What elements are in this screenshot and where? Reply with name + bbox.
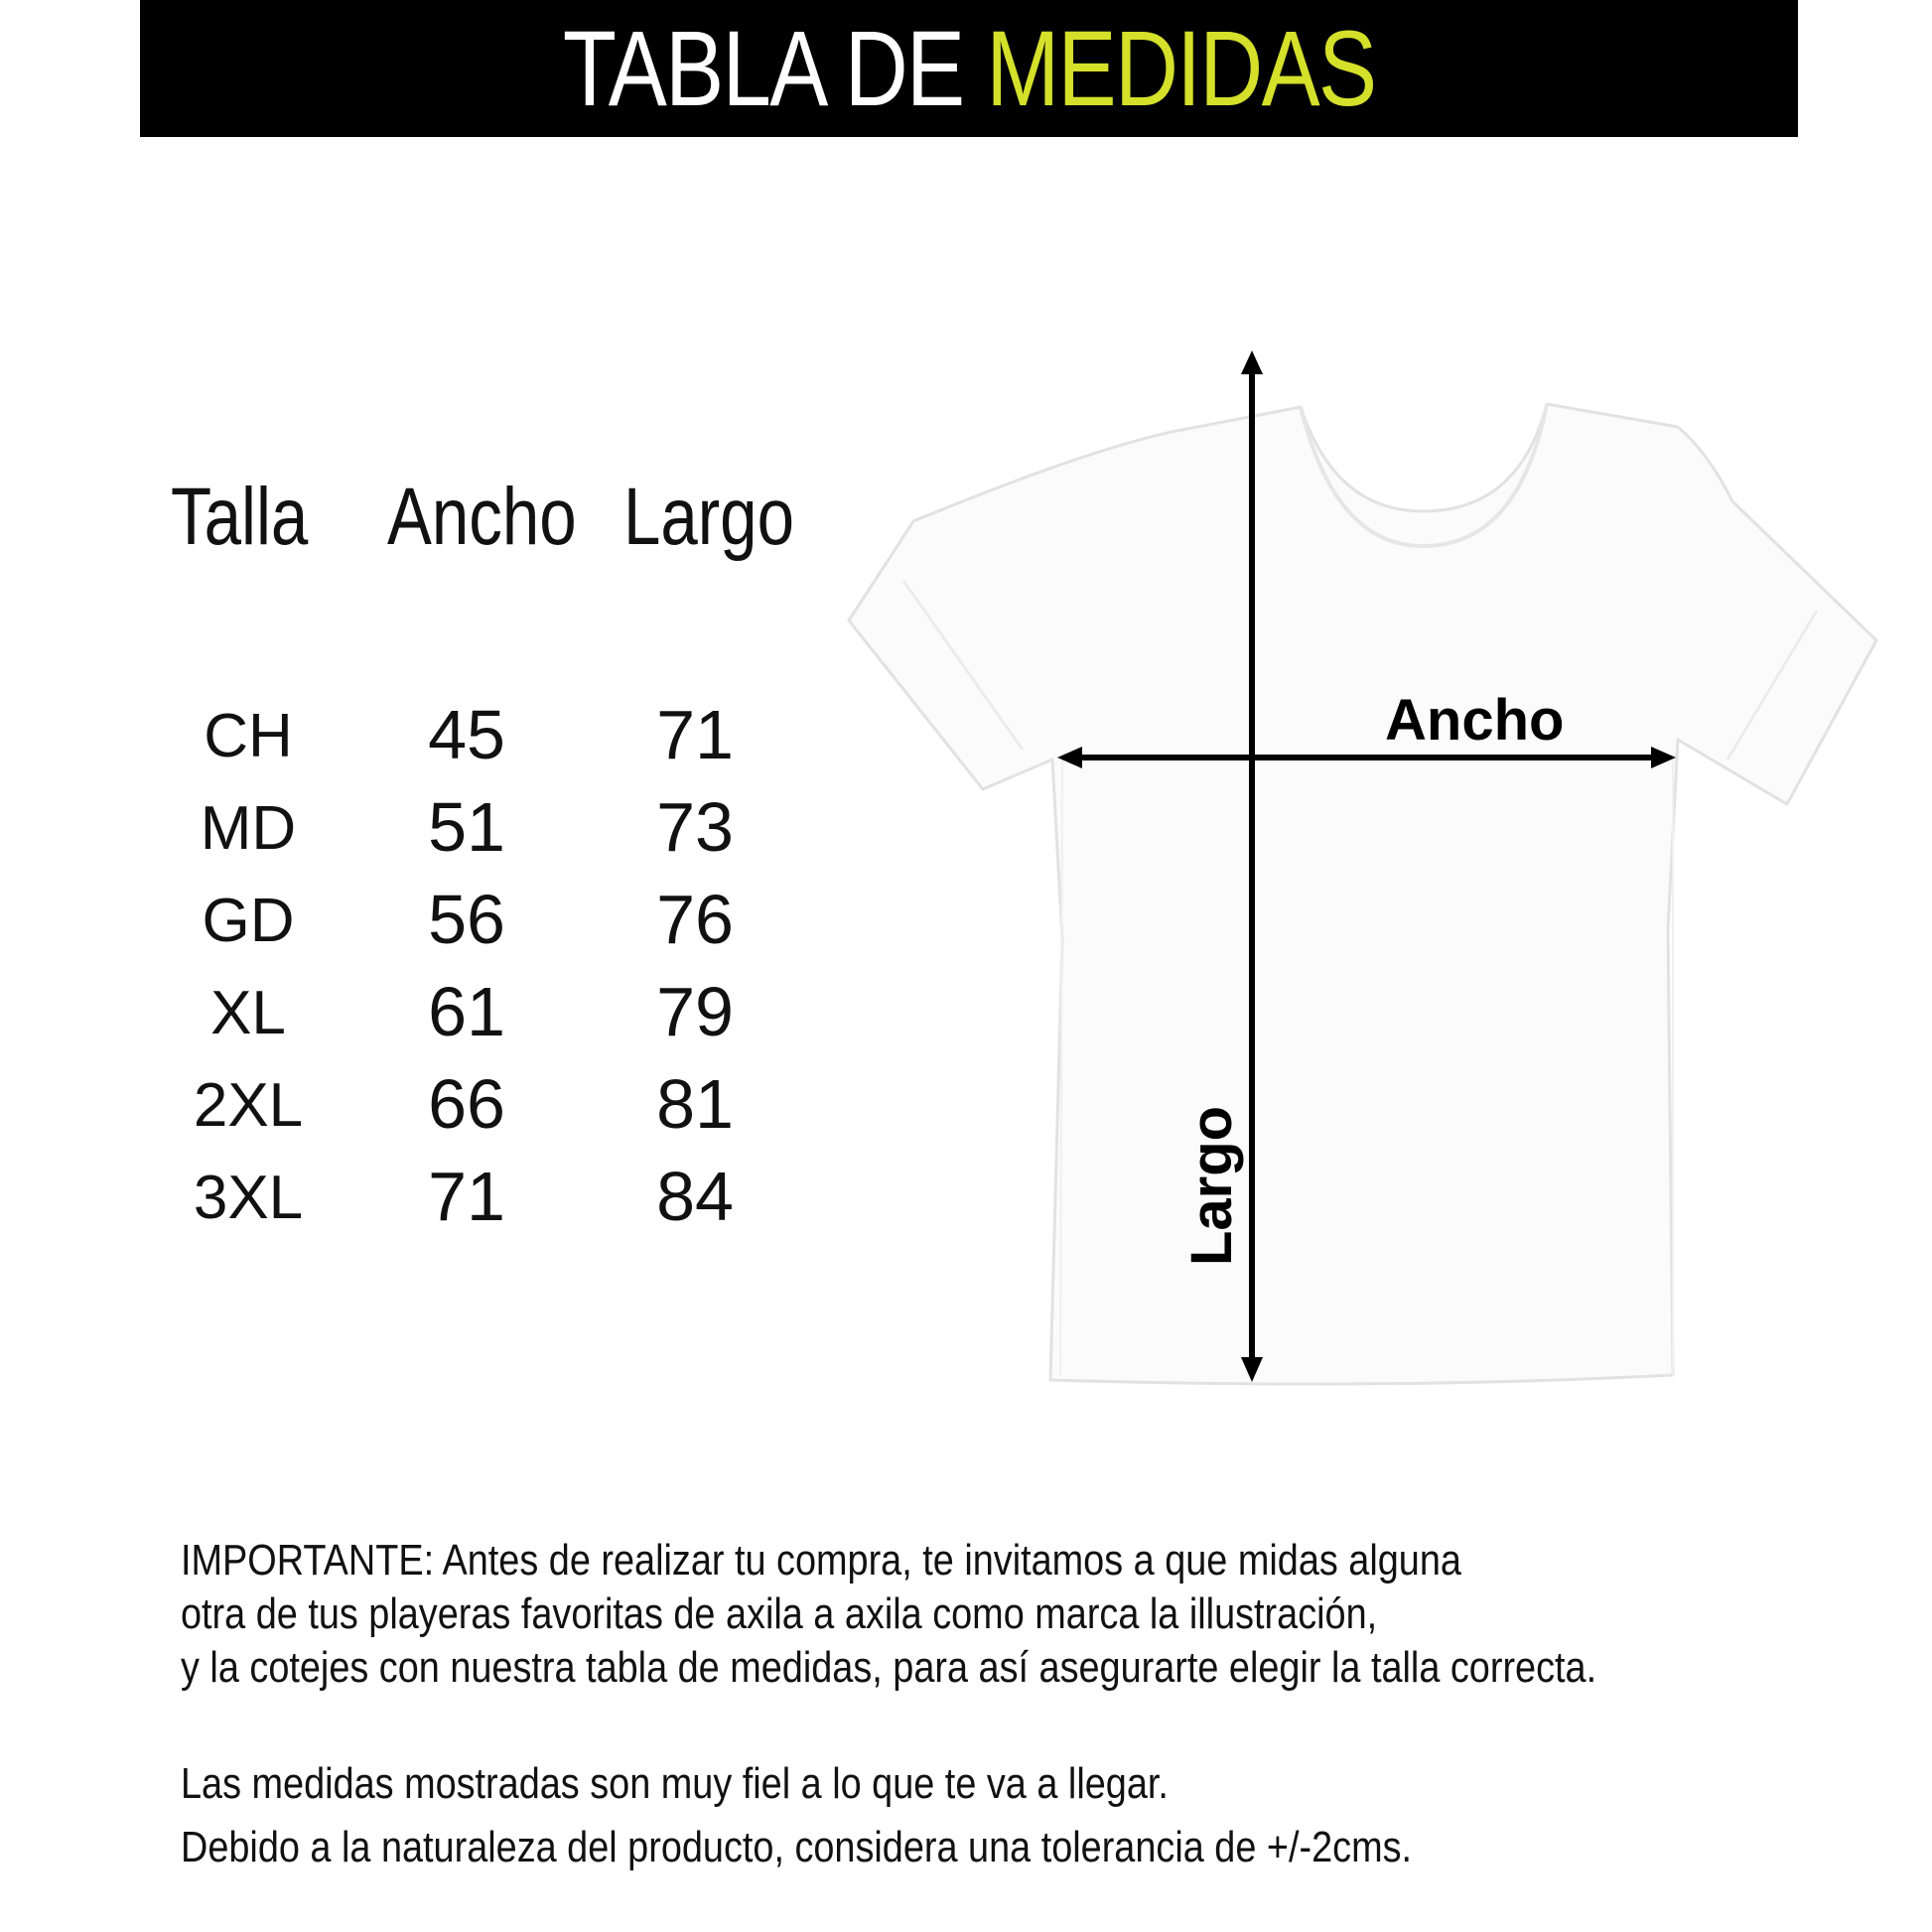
largo-label: Largo — [1179, 1105, 1244, 1266]
cell-ancho: 61 — [428, 973, 505, 1050]
ancho-label: Ancho — [1385, 688, 1565, 753]
cell-largo: 76 — [656, 881, 734, 958]
cell-talla: 3XL — [193, 1164, 304, 1232]
header-talla: Talla — [171, 472, 309, 562]
cell-talla: 2XL — [193, 1071, 304, 1140]
cell-talla: MD — [200, 794, 297, 863]
cell-largo: 71 — [656, 696, 734, 773]
cell-largo: 81 — [656, 1065, 734, 1143]
title-banner — [140, 0, 1798, 137]
header-largo: Largo — [623, 472, 794, 562]
page-title-white: TABLA DE — [562, 8, 987, 128]
disclaimer-line: Las medidas mostradas son muy fiel a lo que te va a llegar. — [181, 1759, 1169, 1808]
tshirt-illustration — [834, 343, 1886, 1435]
cell-talla: CH — [204, 702, 293, 770]
cell-largo: 79 — [656, 973, 734, 1050]
page-title — [562, 8, 1376, 128]
important-line: otra de tus playeras favoritas de axila a axila como marca la illustración, — [181, 1589, 1378, 1638]
cell-ancho: 51 — [428, 788, 505, 866]
disclaimer-line: Debido a la naturaleza del producto, considera una tolerancia de +/-2cms. — [181, 1823, 1413, 1871]
important-line: IMPORTANTE: Antes de realizar tu compra, te invitamos a que midas alguna — [181, 1536, 1461, 1585]
header-ancho: Ancho — [387, 472, 577, 562]
tshirt-icon — [849, 404, 1876, 1384]
important-note — [181, 1534, 1596, 1695]
disclaimer-note — [181, 1757, 1412, 1874]
cell-talla: XL — [210, 979, 286, 1047]
cell-ancho: 71 — [428, 1158, 505, 1235]
cell-largo: 73 — [656, 788, 734, 866]
cell-ancho: 56 — [428, 881, 505, 958]
cell-talla: GD — [202, 887, 295, 955]
important-line: y la cotejes con nuestra tabla de medidas, para así asegurarte elegir la talla correcta. — [181, 1643, 1597, 1692]
cell-largo: 84 — [656, 1158, 734, 1235]
cell-ancho: 66 — [428, 1065, 505, 1143]
cell-ancho: 45 — [428, 696, 505, 773]
page-title-accent: MEDIDAS — [986, 8, 1376, 128]
